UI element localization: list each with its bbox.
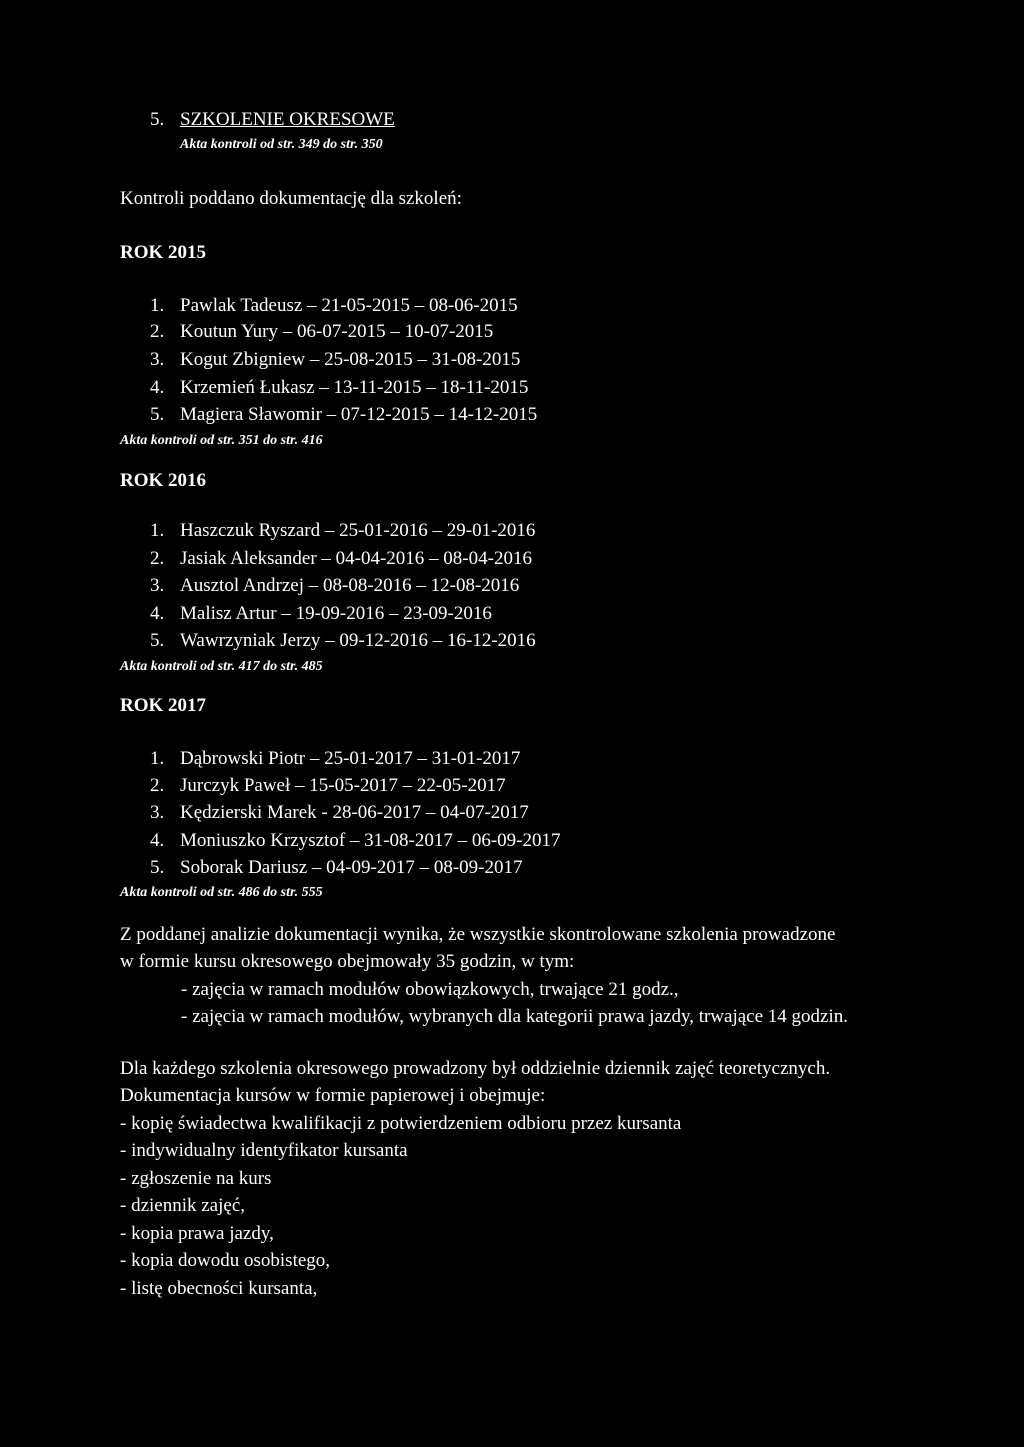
documentation-item: - dziennik zajęć, — [120, 1195, 246, 1216]
analysis-line-1: Z poddanej analizie dokumentacji wynika, że wszystkie skontrolowane szkolenia prowadzone — [120, 924, 836, 945]
section-number: 5. — [150, 109, 165, 130]
documentation-line-1: Dla każdego szkolenia okresowego prowadzony był oddzielnie dziennik zajęć teoretycznych. — [120, 1058, 831, 1079]
documentation-item: - indywidualny identyfikator kursanta — [120, 1140, 408, 1161]
pages-ref-2016: Akta kontroli od str. 417 do str. 485 — [120, 659, 323, 674]
documentation-item: - listę obecności kursanta, — [120, 1278, 318, 1299]
pages-ref-2017: Akta kontroli od str. 486 do str. 555 — [120, 885, 323, 900]
documentation-line-2: Dokumentacja kursów w formie papierowej i obejmuje: — [120, 1085, 546, 1106]
documentation-item: - kopia dowodu osobistego, — [120, 1250, 331, 1271]
documentation-item: - zgłoszenie na kurs — [120, 1168, 272, 1189]
pages-ref-2015: Akta kontroli od str. 351 do str. 416 — [120, 433, 323, 448]
analysis-bullet-2: - zajęcia w ramach modułów, wybranych dla kategorii prawa jazdy, trwające 14 godzin. — [181, 1006, 849, 1027]
year-heading-2015: ROK 2015 — [120, 242, 207, 263]
document-page: 5. SZKOLENIE OKRESOWE Akta kontroli od str. 349 do str. 350 Kontroli poddano dokumentację dla szkoleń: ROK 2015 1. Pawlak Tadeusz – 21-05-2015 – 08-06-2015 2. Koutun Yury – 06-07-2015 – 10-07-2015 3. Kogut Zbigniew – 25-08-2015 – 31-08-2015 4. Krzemień Łukasz – 13-11-2015 – 18-11-2015 5. Magiera Sławomir – 07-12-2015 – 14-12-2015 Akta kontroli od str. 351 do str. 416 ROK 2016 1. Haszczuk Ryszard – 25-01-2016 – 29-01-2016 2. Jasiak Aleksander – 04-04-2016 – 08-04-2016 3. Ausztol Andrzej – 08-08-2016 – 12-08-2016 4. Malisz Artur – 19-09-2016 – 23-09-2016 5. Wawrzyniak Jerzy – 09-12-2016 – 16-12-2016 Akta kontroli od str. 417 do str. 485 ROK 2017 1. Dąbrowski Piotr – 25-01-2017 – 31-01-2017 2. Jurczyk Paweł – 15-05-2017 – 22-05-2017 3. Kędzierski Marek - 28-06-2017 – 04-07-2017 4. Moniuszko Krzysztof – 31-08-2017 – 06-09-2017 5. Soborak Dariusz – 04-09-2017 – 08-09-2017 Akta kontroli od str. 486 do str. 555 Z poddanej analizie dokumentacji wynika, że wszystkie skontrolowane szkolenia prowadzone w formie kursu okresowego obejmowały 35 godzin, w tym: - zajęcia w ramach modułów obowiązkowych, trwające 21 godz., - zajęcia w ramach modułów, wybranych dla kategorii prawa jazdy, trwające 14 godzin. Dla każdego szkolenia okresowego prowadzony był oddzielnie dziennik zajęć teoretycznych. Dokumentacja kursów w formie papierowej i obejmuje: - kopię świadectwa kwalifikacji z potwierdzeniem odbioru przez kursanta - indywidualny identyfikator kursanta - zgłoszenie na kurs - dziennik zajęć, - kopia prawa jazdy, - kopia dowodu osobistego, - listę obecności kursanta, — [120, 109, 849, 1299]
section-title: SZKOLENIE OKRESOWE — [180, 109, 395, 130]
analysis-bullet-1: - zajęcia w ramach modułów obowiązkowych, trwające 21 godz., — [181, 979, 679, 1000]
analysis-line-2: w formie kursu okresowego obejmowały 35 godzin, w tym: — [120, 951, 575, 972]
year-heading-2016: ROK 2016 — [120, 470, 207, 491]
documentation-item: - kopię świadectwa kwalifikacji z potwierdzeniem odbioru przez kursanta — [120, 1113, 682, 1134]
documentation-item: - kopia prawa jazdy, — [120, 1223, 274, 1244]
section-pages-ref: Akta kontroli od str. 349 do str. 350 — [180, 137, 383, 152]
intro-text: Kontroli poddano dokumentację dla szkoleń: — [120, 188, 462, 209]
year-heading-2017: ROK 2017 — [120, 695, 207, 716]
